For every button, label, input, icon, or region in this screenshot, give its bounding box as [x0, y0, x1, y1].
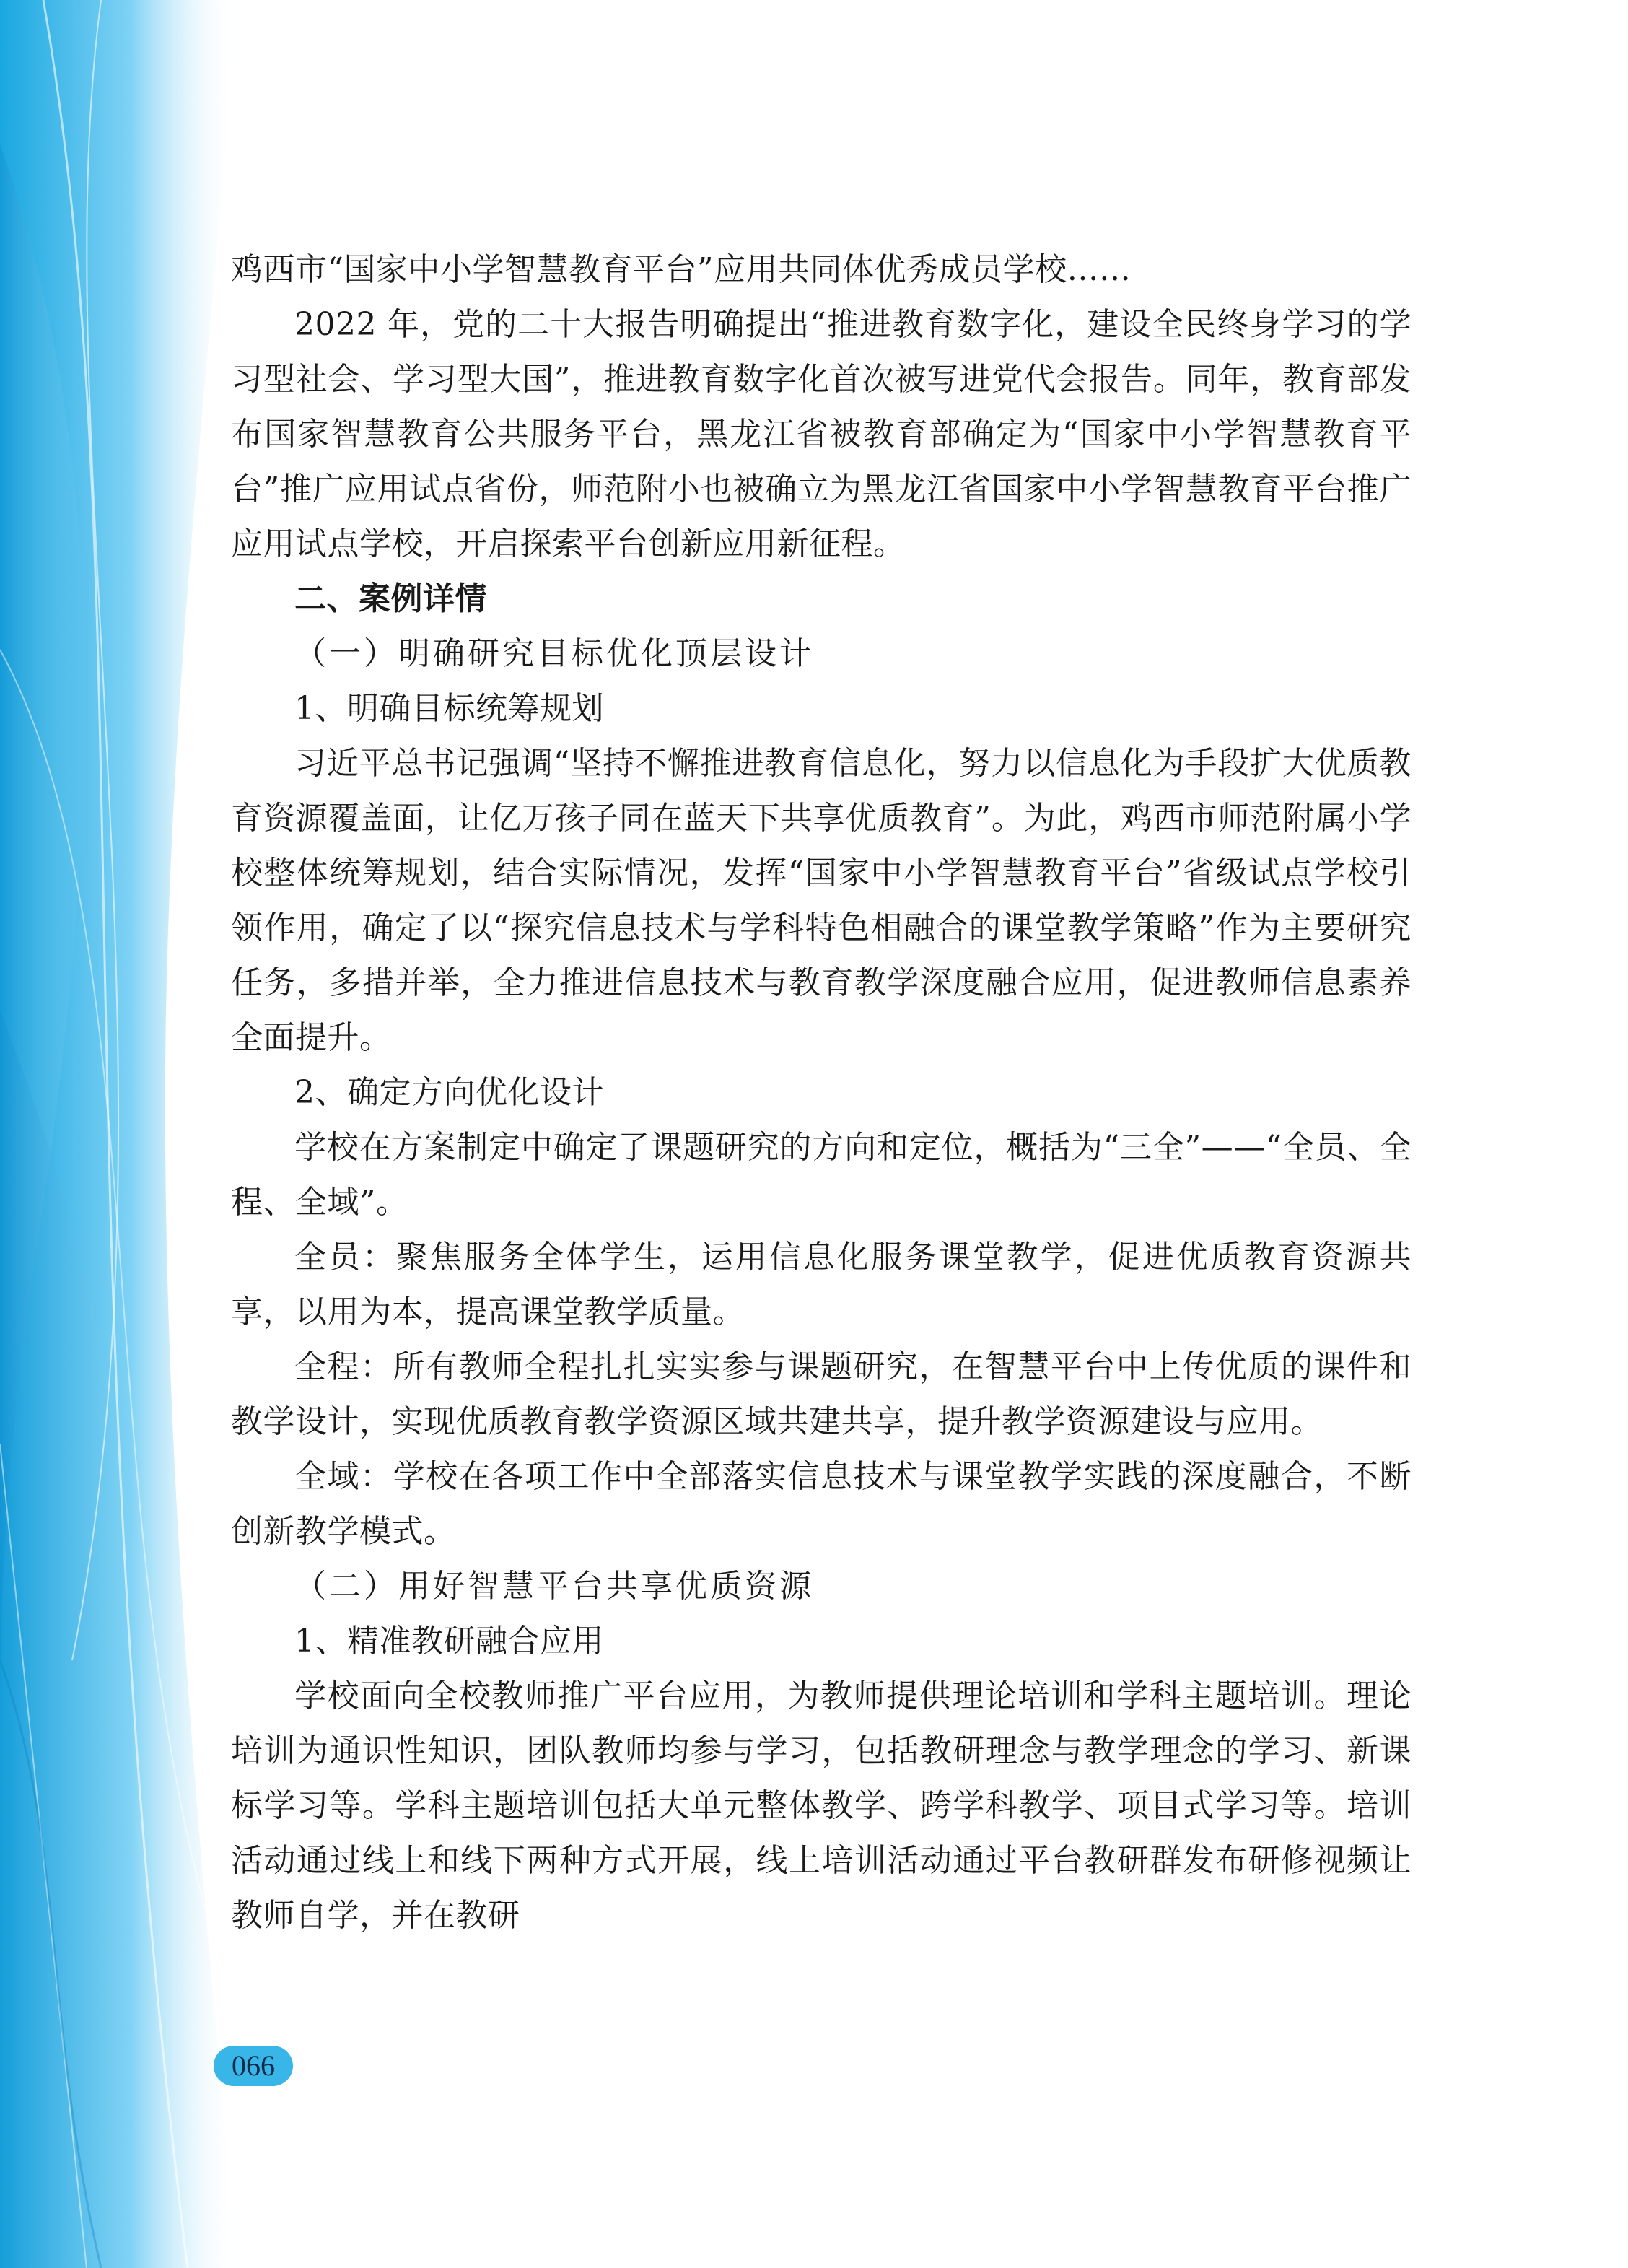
page-content: [231, 243, 1412, 1943]
paragraph-goals: 习近平总书记强调“坚持不懈推进教育信息化，努力以信息化为手段扩大优质教育资源覆盖面，让亿万孩子同在蓝天下共享优质教育”。为此，鸡西市师范附属小学校整体统筹规划，结合实际情况，发挥“国家中小学智慧教育平台”省级试点学校引领作用，确定了以“探究信息技术与学科特色相融合的课堂教学策略”作为主要研究任务，多措并举，全力推进信息技术与教育教学深度融合应用，促进教师信息素养全面提升。: [231, 745, 1412, 1056]
paragraph-all-domains: 全域：学校在各项工作中全部落实信息技术与课堂教学实践的深度融合，不断创新教学模式。: [231, 1458, 1412, 1550]
paragraph-three-all: 学校在方案制定中确定了课题研究的方向和定位，概括为“三全”——“全员、全程、全域”。: [231, 1129, 1412, 1221]
item-heading-1-2: 2、确定方向优化设计: [294, 1074, 604, 1111]
paragraph-continuation: 鸡西市“国家中小学智慧教育平台”应用共同体优秀成员学校……: [231, 251, 1132, 288]
page-number-badge: 066: [214, 2046, 293, 2086]
paragraph-training: 学校面向全校教师推广平台应用，为教师提供理论培训和学科主题培训。理论培训为通识性知识，团队教师均参与学习，包括教研理念与教学理念的学习、新课标学习等。学科主题培训包括大单元整体教学、跨学科教学、项目式学习等。培训活动通过线上和线下两种方式开展，线上培训活动通过平台教研群发布研修视频让教师自学，并在教研: [231, 1678, 1412, 1934]
subsection-heading-1: （一）明确研究目标优化顶层设计: [294, 635, 814, 672]
subsection-heading-2: （二）用好智慧平台共享优质资源: [294, 1568, 814, 1605]
item-heading-1-1: 1、明确目标统筹规划: [294, 690, 604, 727]
section-heading-case-details: 二、案例详情: [294, 580, 487, 617]
paragraph-2022: 2022 年，党的二十大报告明确提出“推进教育数字化，建设全民终身学习的学习型社会、学习型大国”，推进教育数字化首次被写进党代会报告。同年，教育部发布国家智慧教育公共服务平台，黑龙江省被教育部确定为“国家中小学智慧教育平台”推广应用试点省份，师范附小也被确立为黑龙江省国家中小学智慧教育平台推广应用试点学校，开启探索平台创新应用新征程。: [231, 306, 1412, 562]
paragraph-whole-process: 全程：所有教师全程扎扎实实参与课题研究，在智慧平台中上传优质的课件和教学设计，实现优质教育教学资源区域共建共享，提升教学资源建设与应用。: [231, 1348, 1412, 1440]
paragraph-all-staff: 全员：聚焦服务全体学生，运用信息化服务课堂教学，促进优质教育资源共享，以用为本，提高课堂教学质量。: [231, 1239, 1412, 1330]
item-heading-2-1: 1、精准教研融合应用: [294, 1623, 604, 1659]
